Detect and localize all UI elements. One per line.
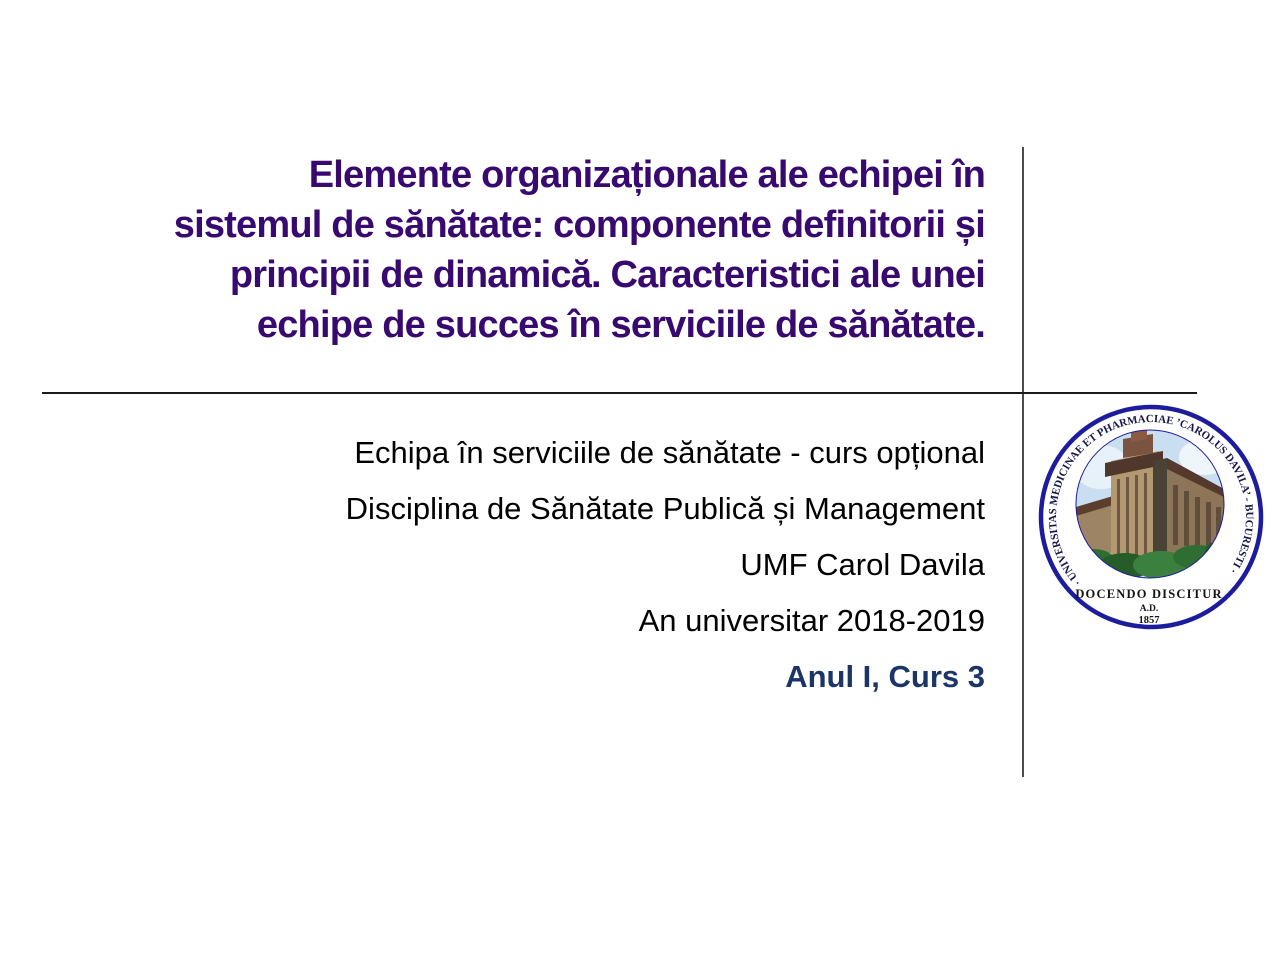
- vertical-divider-line: [1022, 147, 1024, 777]
- university-seal-graphic: [1035, 401, 1267, 633]
- seal-motto-text: DOCENDO DISCITUR: [1075, 587, 1223, 601]
- subtitle-line-university: UMF Carol Davila: [740, 547, 985, 582]
- seal-ad-text: A.D.: [1139, 604, 1159, 614]
- seal-ring-text: · UNIVERSITAS MEDICINAE ET PHARMACIAE ’CAROLUS DAVILA’ - BUCURESTI ·: [1046, 412, 1256, 588]
- title-line-3: principii de dinamică. Caracteristici ale unei: [229, 254, 985, 296]
- horizontal-divider-line: [42, 392, 1197, 394]
- title-line-1: Elemente organizaționale ale echipei în: [308, 154, 985, 196]
- seal-year-text: 1857: [1138, 615, 1160, 626]
- slide-subtitle: [55, 425, 985, 705]
- subtitle-line-course: Echipa în serviciile de sănătate - curs opțional: [354, 435, 985, 470]
- subtitle-line-department: Disciplina de Sănătate Publică și Management: [345, 491, 985, 526]
- university-seal: [1035, 401, 1267, 633]
- slide-title: [55, 150, 985, 350]
- title-line-4: echipe de succes în serviciile de sănătate.: [256, 304, 985, 346]
- subtitle-line-academic-year: An universitar 2018-2019: [638, 603, 985, 638]
- subtitle-line-course-number: Anul I, Curs 3: [785, 659, 985, 694]
- title-line-2: sistemul de sănătate: componente definitorii și: [173, 204, 985, 246]
